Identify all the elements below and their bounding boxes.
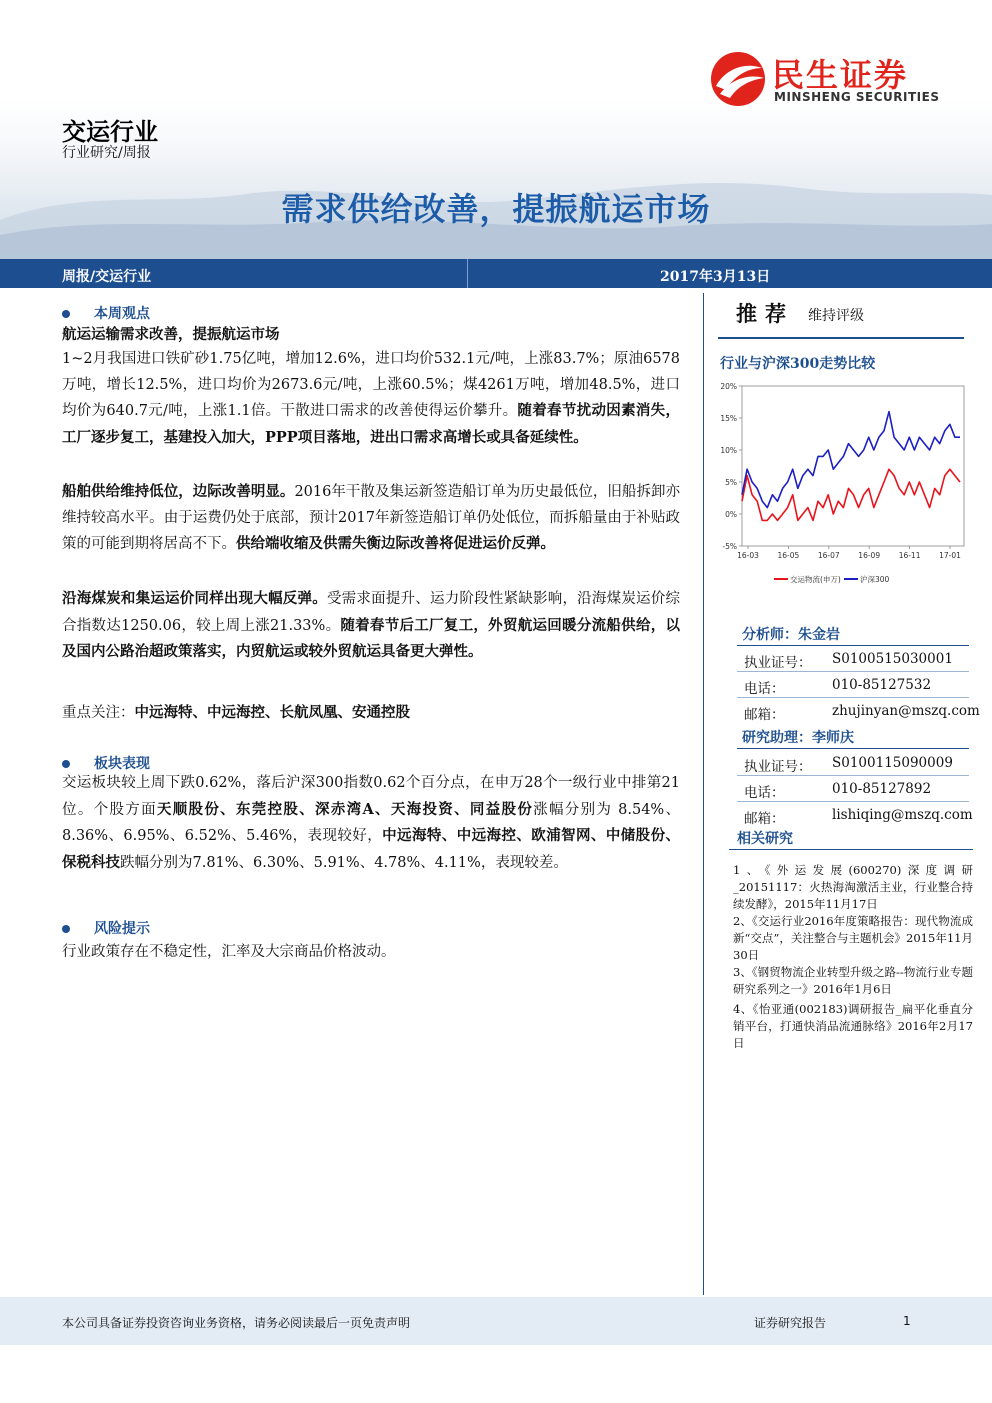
assistant-phone: 010-85127892 bbox=[832, 781, 932, 797]
footer-disclaimer: 本公司具备证券投资咨询业务资格，请务必阅读最后一页免责声明 bbox=[62, 1316, 411, 1330]
analyst-title: 分析师：朱金岩 bbox=[742, 627, 840, 643]
row-rule bbox=[737, 697, 969, 698]
related-item[interactable]: 1、《外运发展(600270)深度调研_20151117：火热海淘激活主业，行业整合持续发酵》，2015年11月17日 bbox=[733, 863, 973, 911]
analyst-email[interactable]: zhujinyan@mszq.com bbox=[832, 703, 980, 719]
views-paragraph-3: 沿海煤炭和集运运价同样出现大幅反弹。受需求面提升、运力阶段性紧缺影响，沿海煤炭运价综合指数达1250.06，较上周上涨21.33%。随着春节后工厂复工，外贸航运回暖分流船供给，以及国内公路治超政策落实，内贸航运或较外贸航运具备更大弹性。 bbox=[62, 590, 681, 660]
analyst-cert: S0100515030001 bbox=[832, 651, 953, 667]
analyst-email-label: 邮箱： bbox=[744, 707, 785, 723]
x-tick-label: 16-09 bbox=[858, 551, 881, 560]
risk-text: 行业政策存在不稳定性，汇率及大宗商品价格波动。 bbox=[62, 944, 396, 960]
y-tick-label: 5% bbox=[725, 478, 737, 487]
y-tick-label: -5% bbox=[722, 542, 737, 551]
comparison-chart bbox=[712, 376, 968, 592]
x-tick-label: 16-07 bbox=[817, 551, 840, 560]
focus-stocks: 重点关注：中远海特、中远海控、长航凤凰、安通控股 bbox=[62, 704, 410, 721]
assistant-cert-label: 执业证号： bbox=[744, 759, 812, 775]
x-tick-label: 16-05 bbox=[777, 551, 800, 560]
y-tick-label: 15% bbox=[720, 414, 737, 423]
industry-subtitle: 行业研究/周报 bbox=[62, 145, 151, 161]
brand-name: 民生证券 bbox=[772, 56, 909, 94]
row-rule bbox=[737, 775, 969, 776]
rating-rule bbox=[718, 337, 964, 339]
rating-label: 推荐 bbox=[736, 301, 794, 326]
band-date: 2017年3月13日 bbox=[660, 269, 771, 285]
related-title: 相关研究 bbox=[737, 831, 793, 847]
section-heading-views: 本周观点 bbox=[62, 303, 150, 323]
row-rule bbox=[737, 671, 969, 672]
x-tick-label: 17-01 bbox=[939, 551, 961, 560]
assistant-title: 研究助理：李师庆 bbox=[742, 730, 854, 746]
row-rule bbox=[737, 801, 969, 802]
analyst-phone-label: 电话： bbox=[744, 681, 785, 697]
section-heading-risk: 风险提示 bbox=[62, 918, 150, 938]
bullet-icon bbox=[62, 760, 70, 768]
footer-report-type: 证券研究报告 bbox=[754, 1316, 827, 1330]
analyst-cert-label: 执业证号： bbox=[744, 655, 812, 671]
x-tick-label: 16-11 bbox=[898, 551, 921, 560]
y-tick-label: 20% bbox=[720, 382, 737, 391]
band-report-type: 周报/交运行业 bbox=[62, 269, 152, 285]
related-item[interactable]: 4、《怡亚通(002183)调研报告_扁平化垂直分销平台，打通快消品流通脉络》2016年2月17日 bbox=[733, 1002, 973, 1050]
assistant-cert: S0100115090009 bbox=[832, 755, 953, 771]
chart-title: 行业与沪深300走势比较 bbox=[720, 356, 876, 372]
analyst-rule bbox=[737, 645, 969, 646]
legend-label: 交运物流(申万) bbox=[790, 575, 841, 584]
y-tick-label: 10% bbox=[720, 446, 737, 455]
views-paragraph-1: 1~2月我国进口铁矿砂1.75亿吨，增加12.6%，进口均价532.1元/吨，上涨83.7%；原油6578万吨，增长12.5%，进口均价为2673.6元/吨，上涨60.5%；煤4261万吨，增加48.5%，进口均价为640.7元/吨，上涨1.1倍。干散进口需求的改善使得运价攀升。随着春节扰动因素消失，工厂逐步复工，基建投入加大，PPP项目落地，进出口需求高增长或具备延续性。 bbox=[62, 351, 680, 446]
brand-name-en: MINSHENG SECURITIES bbox=[774, 90, 940, 104]
y-tick-label: 0% bbox=[725, 510, 737, 519]
assistant-phone-label: 电话： bbox=[744, 785, 785, 801]
bullet-icon bbox=[62, 310, 70, 318]
views-paragraph-2: 船舶供给维持低位，边际改善明显。2016年干散及集运新签造船订单为历史最低位，旧船拆卸亦维持较高水平。由于运费仍处于底部，预计2017年新签造船订单仍处低位，而拆船量由于补贴政策的可能到期将居高不下。供给端收缩及供需失衡边际改善将促进运价反弹。 bbox=[62, 483, 680, 552]
views-lead: 航运运输需求改善，提振航运市场 bbox=[62, 326, 280, 343]
sector-paragraph: 交运板块较上周下跌0.62%，落后沪深300指数0.62个百分点，在申万28个一级行业中排第21位。个股方面天顺股份、东莞控股、深赤湾A、天海投资、同益股份涨幅分别为 8.54%、8.36%、6.95%、6.52%、5.46%，表现较好，中远海特、中远海控、欧浦智网、中储股份、保税科技跌幅分别为7.81%、6.30%、5.91%、4.78%、4.11%，表现较差。 bbox=[62, 775, 681, 871]
series-line bbox=[742, 469, 960, 520]
related-item[interactable]: 3、《钢贸物流企业转型升级之路--物流行业专题研究系列之一》2016年1月6日 bbox=[733, 965, 973, 996]
assistant-rule bbox=[737, 748, 969, 749]
analyst-phone: 010-85127532 bbox=[832, 677, 932, 693]
section-heading-sector: 板块表现 bbox=[62, 753, 150, 773]
plot-frame bbox=[742, 386, 964, 546]
related-rule bbox=[729, 849, 973, 850]
assistant-email[interactable]: lishiqing@mszq.com bbox=[832, 807, 973, 823]
assistant-email-label: 邮箱： bbox=[744, 811, 785, 827]
legend-label: 沪深300 bbox=[860, 575, 890, 584]
series-line bbox=[742, 412, 960, 508]
bullet-icon bbox=[62, 925, 70, 933]
column-divider bbox=[703, 293, 704, 1295]
page-number: 1 bbox=[903, 1314, 911, 1328]
report-title: 需求供给改善，提振航运市场 bbox=[281, 190, 711, 228]
band-divider bbox=[467, 259, 468, 288]
industry-title: 交运行业 bbox=[62, 117, 158, 146]
rating-sub: 维持评级 bbox=[808, 308, 864, 324]
related-item[interactable]: 2、《交运行业2016年度策略报告：现代物流成新“交点”，关注整合与主题机会》2015年11月30日 bbox=[733, 914, 973, 962]
x-tick-label: 16-03 bbox=[737, 551, 759, 560]
